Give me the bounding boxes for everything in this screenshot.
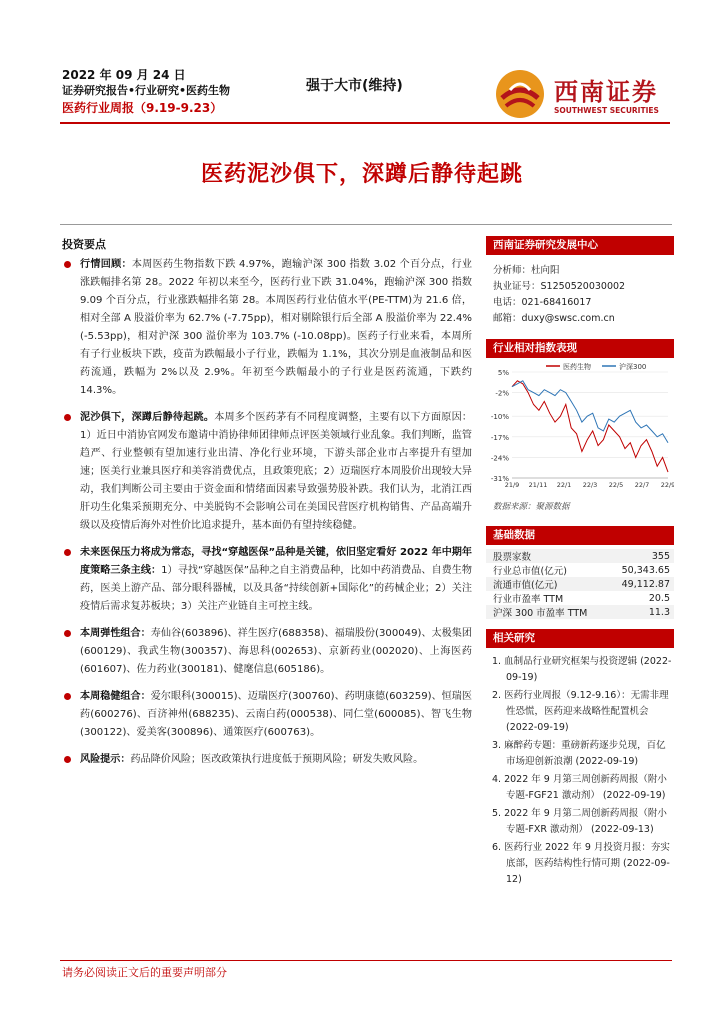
chart-svg (486, 358, 674, 498)
footer-divider (60, 960, 672, 961)
bullet-text: 1）寻找“穿越医保”品种之自主消费品种，比如中药消费品、自费生物药，医美上游产品、部分眼科器械，以及具备“持续创新+国际化”的药械企业；2）关注疫情后需求复苏板块；3）关注产业链自主可控主线。 (80, 565, 472, 612)
analyst-license: 执业证号：S1250520030002 (493, 281, 626, 292)
chart-x-tick-label: 21/9 (504, 481, 520, 489)
table-row (486, 549, 674, 563)
bullet-dot-icon (64, 549, 71, 556)
bullet-stable-portfolio (62, 688, 472, 742)
disclaimer: 请务必阅读正文后的重要声明部分 (62, 966, 227, 979)
bullet-lead: 泥沙俱下，深蹲后静待起跳。 (80, 412, 215, 423)
sidebar (486, 236, 674, 890)
bullet-text: 寿仙谷(603896)、祥生医疗(688358)、福瑞股份(300049)、太极集团(600129)、我武生物(300357)、海思科(002653)、京新药业(002020)、上海医药(601607)、佐力药业(300181)、健麾信息(605186)。 (80, 628, 472, 675)
chart-header: 行业相对指数表现 (486, 339, 674, 358)
bullet-lead: 风险提示： (80, 754, 131, 765)
bullet-strategy (62, 544, 472, 616)
chart-source: 数据来源：聚源数据 (493, 502, 570, 512)
row-label: 股票家数 (486, 549, 605, 563)
chart-x-tick-label: 22/3 (582, 481, 598, 489)
row-label: 行业市盈率 TTM (493, 594, 564, 605)
chart-y-tick-label: 5% (497, 369, 509, 377)
bullet-dot-icon (64, 414, 71, 421)
bullet-adjustment (62, 409, 472, 535)
relative-index-chart (486, 358, 674, 498)
chart-legend-label: 医药生物 (563, 363, 591, 371)
investment-heading: 投资要点 (62, 238, 106, 251)
company-logo (494, 68, 674, 120)
investment-points (62, 256, 472, 778)
related-research-header: 相关研究 (486, 629, 674, 648)
chart-series-line-hs300 (512, 381, 668, 443)
related-report-link[interactable]: 1. 血制品行业研究框架与投资逻辑 (2022-09-19) (492, 656, 672, 683)
basic-data-table (486, 549, 674, 619)
bullet-text: 本周医药生物指数下跌 4.97%，跑输沪深 300 指数 3.02 个百分点，行业涨跌幅排名第 28。2022 年初以来至今，医药行业下跌 31.04%，跑输沪深 300 指数 9.09 个百分点，行业涨跌幅排名第 28。本周医药行业估值水平(PE-TTM)为 21.6 倍，相对全部 A 股溢价率为 62.7% (-7.75pp)，相对剔除银行后全部 A 股溢价率为 22.4% (-5.53pp)，相对沪深 300 溢价率为 103.7% (-10.08pp)。医药子行业来看，本周所有子行业板块下跌，疫苗为跌幅最小子行业，跌幅为 1.1%，其次分别是血液制品和医药流通，跌幅为 2%以及 2.9%。年初至今跌幅最小的子行业是医药流通，下跌约 14.3%。 (80, 259, 472, 396)
row-value: 49,112.87 (605, 577, 674, 591)
chart-legend-label: 沪深300 (619, 363, 647, 371)
logo-emblem-icon (494, 68, 550, 120)
bullet-dot-icon (64, 693, 71, 700)
row-label: 流通市值(亿元) (486, 577, 605, 591)
row-label: 沪深 300 市盈率 TTM (486, 605, 605, 619)
logo-text-en: SOUTHWEST SECURITIES (554, 106, 659, 115)
chart-y-tick-label: -10% (490, 413, 509, 422)
header-divider (60, 122, 670, 124)
bullet-dot-icon (64, 630, 71, 637)
chart-x-tick-label: 22/7 (634, 481, 650, 489)
related-report-link[interactable]: 5. 2022 年 9 月第二周创新药周报（附小专题-FXR 激动剂） (2022-09-13) (492, 808, 667, 835)
related-report-link[interactable]: 6. 医药行业 2022 年 9 月投资月报：夯实底部，医药结构性行情可期 (2022-09-12) (492, 842, 670, 885)
weekly-title: 医药行业周报（9.19-9.23） (62, 101, 223, 115)
table-row (486, 577, 674, 591)
basic-data-header: 基础数据 (486, 526, 674, 545)
bullet-dot-icon (64, 261, 71, 268)
chart-x-tick-label: 22/1 (556, 481, 572, 489)
bullet-market-review (62, 256, 472, 400)
chart-y-tick-label: -2% (495, 389, 509, 398)
row-label: 行业总市值(亿元) (493, 566, 567, 577)
analyst-email: 邮箱：duxy@swsc.com.cn (493, 313, 615, 324)
chart-y-tick-label: -31% (490, 475, 509, 483)
page-title: 医药泥沙俱下，深蹲后静待起跳 (200, 162, 523, 187)
row-value: 50,343.65 (621, 564, 670, 576)
bullet-elastic-portfolio (62, 625, 472, 679)
report-type: 证券研究报告•行业研究•医药生物 (62, 84, 231, 97)
bullet-risk (62, 751, 472, 769)
row-value: 20.5 (648, 592, 670, 604)
chart-x-tick-label: 22/5 (608, 481, 624, 489)
related-report-link[interactable]: 2. 医药行业周报（9.12-9.16）：无需非理性恐慌，医药迎来战略性配置机会 (2022-09-19) (492, 690, 669, 733)
table-row (486, 591, 674, 605)
bullet-text: 本周多个医药茅有不同程度调整，主要有以下方面原因：1）近日中消协官网发布邀请中消协律师团律师点评医美领域行业乱象。我们判断，监管趋严、行业整顿有望加速行业出清、净化行业环境，下游头部企业市占率提升有望加速；医美行业兼具医疗和美容消费优点，且政策兜底；2）迈瑞医疗本周股价出现较大异动，我们判断公司主要由于资金面和情绪面因素导致强势股补跌。我们认为，北消江西肝功生化集采预期充分、中美脱钩不会影响公司在美国民营医疗机构销售、产品高端升级以及疫情后海外对性价比追求提升，基本面仍有望持续稳健。 (80, 412, 473, 531)
analyst-phone: 电话：021-68416017 (493, 297, 592, 308)
bullet-lead: 行情回顾： (80, 259, 132, 270)
table-row (486, 563, 674, 577)
row-value: 11.3 (605, 605, 674, 619)
chart-y-tick-label: -24% (490, 454, 509, 463)
bullet-dot-icon (64, 756, 71, 763)
analyst-name: 分析师：杜向阳 (493, 265, 560, 276)
bullet-lead: 本周弹性组合： (80, 628, 151, 639)
report-date: 2022 年 09 月 24 日 (62, 68, 186, 82)
logo-text-cn: 西南证券 (554, 77, 658, 106)
bullet-text: 爱尔眼科(300015)、迈瑞医疗(300760)、药明康德(603259)、恒瑞医药(600276)、百济神州(688235)、云南白药(000538)、同仁堂(600085)、智飞生物(300122)、爱美客(300896)、通策医疗(600763)。 (80, 691, 472, 738)
title-divider (60, 224, 672, 225)
table-row (486, 605, 674, 619)
bullet-lead: 未来医保压力将成为常态，寻找“穿越医保”品种是关键，依旧坚定看好 2022 年中期年度策略三条主线： (80, 547, 472, 576)
row-value: 355 (605, 549, 674, 563)
related-report-link[interactable]: 3. 麻醉药专题：重磅新药逐步兑现，百亿市场迎创新浪潮 (2022-09-19) (492, 740, 666, 767)
rating: 强于大市(维持) (306, 78, 403, 94)
related-report-link[interactable]: 4. 2022 年 9 月第三周创新药周报（附小专题-FGF21 激动剂） (2022-09-19) (492, 774, 667, 801)
chart-x-tick-label: 22/9 (660, 481, 674, 489)
chart-y-tick-label: -17% (490, 433, 509, 442)
bullet-text: 药品降价风险；医改政策执行进度低于预期风险；研发失败风险。 (130, 754, 424, 765)
bullet-lead: 本周稳健组合： (80, 691, 151, 702)
chart-x-tick-label: 21/11 (528, 481, 548, 489)
research-center-header: 西南证券研究发展中心 (486, 236, 674, 255)
